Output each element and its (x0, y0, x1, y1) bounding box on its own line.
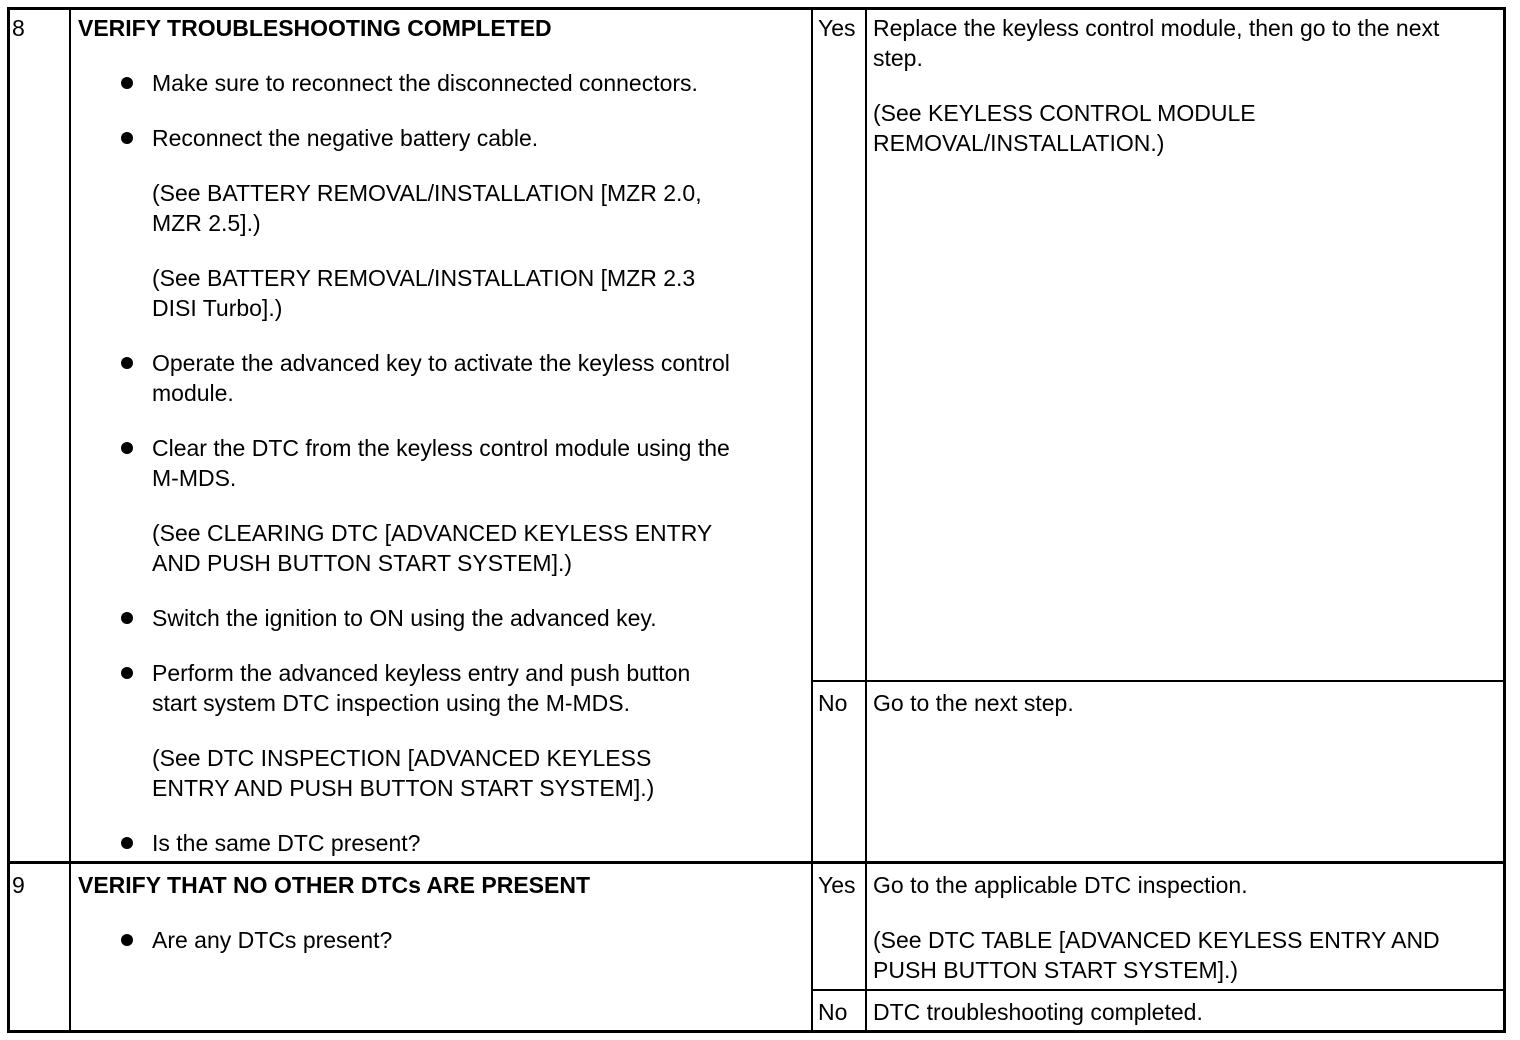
instruction-item: Operate the advanced key to activate the keyless control module. (152, 350, 730, 406)
instruction-item: Is the same DTC present? (152, 830, 421, 856)
instruction-reference: (See DTC INSPECTION [ADVANCED KEYLESS ENTRY AND PUSH BUTTON START SYSTEM].) (152, 745, 655, 801)
step-number: 9 (12, 872, 25, 898)
result-label-yes: Yes (818, 872, 856, 898)
instruction-reference: (See CLEARING DTC [ADVANCED KEYLESS ENTRY AND PUSH BUTTON START SYSTEM].) (152, 520, 713, 576)
bullet-icon (121, 132, 133, 144)
step-number: 8 (12, 15, 25, 41)
result-action: DTC troubleshooting completed. (873, 999, 1203, 1025)
row-divider-step8-results (811, 680, 1506, 682)
result-reference: (See KEYLESS CONTROL MODULE REMOVAL/INSTALLATION.) (873, 100, 1256, 156)
column-divider-action (811, 7, 813, 1033)
instruction-item: Are any DTCs present? (152, 927, 393, 953)
result-label-yes: Yes (818, 15, 856, 41)
instruction-item: Reconnect the negative battery cable. (152, 125, 539, 151)
result-label-no: No (818, 999, 848, 1025)
bullet-icon (121, 837, 133, 849)
bullet-icon (121, 934, 133, 946)
bullet-icon (121, 442, 133, 454)
result-reference: (See DTC TABLE [ADVANCED KEYLESS ENTRY AND PUSH BUTTON START SYSTEM].) (873, 927, 1440, 983)
bullet-icon (121, 357, 133, 369)
result-label-no: No (818, 690, 848, 716)
step-title: VERIFY THAT NO OTHER DTCs ARE PRESENT (78, 872, 591, 898)
result-action: Go to the applicable DTC inspection. (873, 872, 1248, 898)
instruction-item: Clear the DTC from the keyless control module using the M-MDS. (152, 435, 730, 491)
column-divider-step (69, 7, 71, 1033)
bullet-icon (121, 612, 133, 624)
instruction-item: Perform the advanced keyless entry and push button start system DTC inspection using the M-MDS. (152, 660, 691, 716)
instruction-item: Make sure to reconnect the disconnected connectors. (152, 70, 698, 96)
result-action: Replace the keyless control module, then go to the next step. (873, 15, 1440, 71)
result-action: Go to the next step. (873, 690, 1074, 716)
row-divider-step-8-9 (7, 861, 1506, 864)
bullet-icon (121, 667, 133, 679)
column-divider-result (865, 7, 867, 1033)
bullet-icon (121, 77, 133, 89)
instruction-reference: (See BATTERY REMOVAL/INSTALLATION [MZR 2.3 DISI Turbo].) (152, 265, 696, 321)
row-divider-step9-results (811, 989, 1506, 991)
instruction-reference: (See BATTERY REMOVAL/INSTALLATION [MZR 2.0, MZR 2.5].) (152, 180, 702, 236)
instruction-item: Switch the ignition to ON using the advanced key. (152, 605, 657, 631)
step-title: VERIFY TROUBLESHOOTING COMPLETED (78, 15, 552, 41)
